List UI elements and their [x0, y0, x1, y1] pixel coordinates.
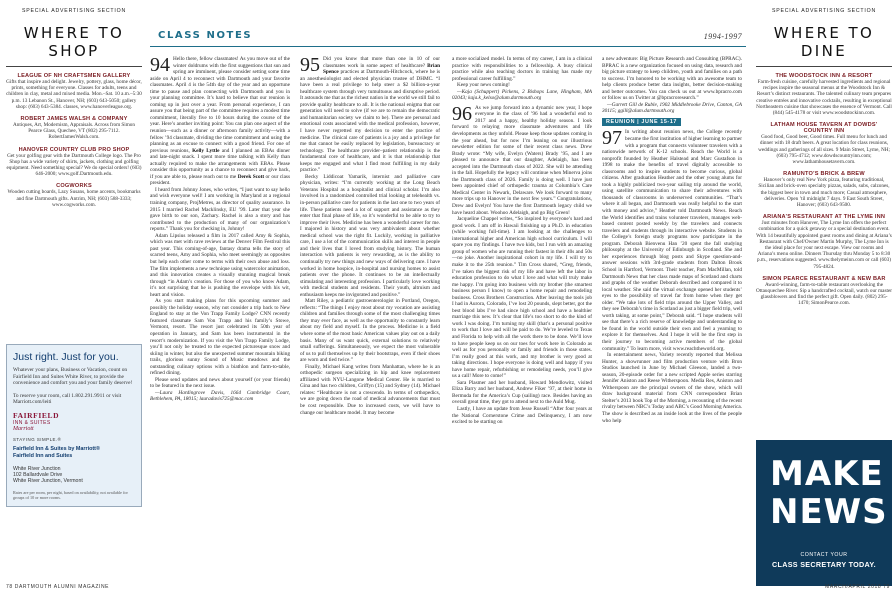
listing-name: HANOVER COUNTRY CLUB PRO SHOP	[18, 146, 130, 153]
paragraph-text: and I planned an EBAs dinner and late-night snack. I spent more time talking with Kelly than actually required to make the arrangements with EBAs. Please consider this opportunity as a chance to reconnect and give back, if you are able to, please reach out to me	[150, 147, 291, 180]
classmate-name: Kelly Lyttle	[192, 147, 220, 154]
class-96-intro	[452, 102, 592, 216]
cta-line-1: CONTACT YOUR	[800, 552, 848, 558]
class-years: 1994-1997	[703, 32, 742, 41]
classmate-name: Derek Scott	[237, 173, 265, 180]
ad-link-2[interactable]: Fairfield Inn and Suites	[13, 452, 73, 459]
column-1	[150, 56, 290, 403]
listing-body: Award-winning, farm-to-table restaurant overlooking the Ottauquechee River. Sip a handcrafted cocktail, watch our master glassblowers and find the perfect gift. Open daily. (802) 295-1470; SimonPearce.com.	[756, 281, 892, 307]
listing-name: SIMON PEARCE RESTAURANT & NEW BAR	[762, 275, 886, 282]
divider	[6, 66, 142, 67]
divider	[756, 66, 892, 67]
listing-body: Good food, Good beer, Good times. Full menu for lunch and dinner with 18 draft beers. A great location for class reunions, weddings and gatherings of all sizes. 9 Main Street, Lyme, NH; (603) 795-4712; www.dowdscountryinn.com; www.lathamhousetavern.com.	[758, 134, 890, 166]
class-year-number: 95	[300, 54, 320, 76]
listing-body: Get your golfing gear with the Dartmouth College logo. The Pro Shop has a wide variety of shirts, jackets, clothing and golfing equipment. Need something special? We do special orders! (603) 646-2000; www.golf.Dartmouth.edu.	[6, 152, 142, 178]
paragraph-text: Did you know that more than one in 10 of our classmates work in some aspect of healthcare?	[323, 56, 440, 69]
paragraph-text: or our class president.	[150, 173, 290, 187]
class-year-number: 97	[602, 127, 622, 150]
paragraph: Matt Riley, a pediatric gastroenterologist in Portland, Oregon, reflects: “The things I enjoy most about my vocation are assisting children and families through some of the most challenging times they may ever face, as well as the opportunity to constantly learn about my field and myself. In the process. Medicine is a field where some of the most basic American values play out on a daily basis. Many of us want quick, external solutions to relatively small sufferings. Simultaneously, we expect the most vulnerable of us to pull themselves up by their bootstraps, even if their shoes are worn and tied twice.”	[300, 298, 440, 364]
paragraph: Jacqueline Chappel writes, “So inspired by everyone’s hard and good work. I am off in Hawaii finishing up a Ph.D. in education (while working full-time). I am looking at the challenges to international higher and American high school curriculum. I will spare you my findings. I have two kids, but I run with an amazing group of women who are running their fastest in their 40s and 50s—no joke. Another inspirational cohort in my life. I will try to make it to the 25th reunion.” Tim Cross shared, “Greg, friends, I’ve taken the biggest risk of my life and have left the labor in education profession to do what I love and what will truly make me happy. I’m going into business with my brother (the smartest business person I know) to open a home repair and remodeling business. Cross Brothers Construction. After leaving the tools job I had in Aurora, Colorado, I’ve lost 20 pounds, slept better, got the best blood labs I’ve had since high school and have a healthier marriage this new. It’s clear that life’s too short to do the kind of work I was doing. I’m turning my skill (that’s a personal positive to work that I love and will be paid to do. We’re leveled to Texas and Florida to help with all the work there to be done. We’ll love to have people keep us on our toes for work here in Colorado as well as for you personally or family and friends in those states. I’m really good at this work, and my brother is very good at taking directions. I hope everyone is doing well and happy if you have home repair, refurbishing or remodeling needs, you’ll give us a call! More to come!”	[452, 216, 592, 380]
footer-right: MARCH/APRIL 2018 79	[825, 584, 890, 590]
listing-name: ARIANA’S RESTAURANT AT THE LYME INN	[762, 214, 886, 221]
paragraph-text: In writing about reunion news, the College recently became the first institution of higher learning to partner with a program that connects volunteer travelers with a nationwide network of K-12 schools. Reach the World is a nonprofit founded by Heather Halstead and Marc Gustafson in 1998 to make the benefits of travel digitally accessible to classrooms and to inspire students to become curious, global citizens. After graduation Heather and the other young alums for took a highly publicized two-year sailing trip around the world, using satellite communication to share their adventures with thousands of classrooms in underserved communities. “That’s where it all began, and Dartmouth was really helpful to the start with money and advice,” Heather told Dartmouth News. Reach the World identifies and trains volunteer travelers, manages web-based content posted weekly by the travelers and connects travelers and students through its interactive website. Students in the College’s foreign study programs now participate in the program. Deborah Bienvenu Han ’20 spent the fall studying philosophy at the University of Edinburgh in Scotland. She and her experiences through blog posts and Skype question-and-answer sessions with 3rd-grade students from Dalton Brook School in Hartford, Vermont. Their teacher, Pam MacMillan, told Dartmouth News that her class made maps of Scotland and charts and graphs of the weather Deborah described and compared it to local weather. She said the virtual exchange opened her students’ eyes to the possibility of travel far from home when they get older. “We take lots of field trips around the Upper Valley, and they see Deborah’s time in Scotland as just a bigger field trip, well worth taking, at some point,” Deborah said. “I hope students will see that there’s a rich reserve of knowledge and understanding to be found in the world outside their own and feel a yearning to explore it for themselves. And I hope it will be the first step in their journey to becoming active members of the global community.” To learn more, visit www.reachtheworld.org.	[602, 129, 742, 352]
make-word: MAKE	[770, 454, 884, 494]
left-sidebar-title: WHERE TO SHOP	[23, 24, 125, 60]
listing-name: LATHAM HOUSE TAVERN AT DOWDS’ COUNTRY INN	[770, 122, 878, 135]
paragraph: Please send updates and news about yourself (or your friends) to be featured in the next issue.	[150, 376, 290, 390]
class-94-intro	[150, 56, 290, 187]
make-news-ad[interactable]	[756, 440, 892, 586]
listing-body: Hanover’s only real New York pizza, featuring traditional, Sicilian and brick-oven specialty pizzas, salads, subs, calzones, the biggest beer in town and much more; Casual atmosphere, deliveries. Open ’til midnight 7 days. 9 East South Street, Hanover; (603) 643-9500.	[758, 177, 890, 209]
news-cta	[756, 552, 892, 569]
paragraph-text: As we jump forward into a dynamic new year, I hope everyone in the class of ’96 had a wonderful end to 2017 and a happy, healthy holiday season. I look forward to relaying more classmate adventures and life developments as they unfold. Please keep those updates coming in the year ahead, but for now I’m leaning on our illustrious newsletter edition for some of their recent class news. Drew Brady wrote: “My wife, Evelyn (Waters) Brady ’95, and I are pleased to announce that our daughter, Adelaigh, has been accepted into the Dartmouth class of 2022. She will be attending in the fall. Hopefully the legacy will continue when Minerva joins the Dartmouth class of 2026. Family is doing well. I have just been appointed chief of orthopedic trauma at Columbia’s Care Medical Center in Newark, Delaware. We look forward to many more trips up to Hanover in the next few years.” Congratulations, Drew and Evelyn! You have the first Dartmouth legacy child we have heard about. Woohoo Adelaigh, and go Big Green!	[452, 104, 592, 216]
where-to-dine-sidebar	[756, 8, 892, 313]
paragraph: I heard from Johnny Jones, who writes, “I just want to say hello and wish everyone well! I am working in Maryland at a regional training company, ProjMetres, as director of quality assurance. In 2015 I married Rachel Macklinsky, EU ’99. Later that year she gave birth to our son, Zachary. Rachel is also a story and has contributed to the production of many of our organization’s reports.” Thank you for checking in, Johnny!	[150, 186, 290, 233]
paragraph: Adam Lipsius released a film in 2017 called Amy & Sophia, which was met with rave reviews at the Denver Film Festival this past year. This coming-of-age, fantasy drama tells the story of scarred teens, Amy and Sophia, who meet seemingly as opposites but help each other come to terms with their own abuse and loss. The film implements a new technique using watercolor animation, and this innovation creates a visually stunning magical break through “in Adam’s creation. For those of you who know Adam, it’s not surprising that he is pushing the envelope with his wit, heart and vision.	[150, 232, 290, 298]
paragraph: Keep your news coming!	[457, 82, 510, 89]
class-year-number: 94	[150, 54, 170, 76]
column-3	[452, 56, 592, 426]
paragraph: Sara Plasmer and her husband, Howard Mendlowitz, visited Eliza Barry and her husband, Andrew Fiker ’97, at their home in Bermuda for the America’s Cup (sailing) race. Besides having an overall great time, they got to attend next to the Auld Mug.	[452, 379, 592, 406]
right-kicker: SPECIAL ADVERTISING SECTION	[771, 8, 877, 14]
paragraph-text: practices at Dartmouth-Hitchcock, where he is an anesthesiologist and elected physician trustee of DHMC. “I have been a real privilege to help steer a $2 billion-a-year healthcare system through very tumultuous and disruptive period. It astounds me that as the richest nation in the world we still fail to provide quality healthcare to all. It is the national enigma that our generation will need to solve (if we are to remain the democratic and humanitarian society we claim to be). There are personal and emotional costs associated with the medical profession, however, I have never regretted my decision to enter the practice of medicine. The clinical care of patients is a joy and a privilege for me that cannot be easily replaced by legislation, bureaucracy or technology. The healthcare provider–patient relationship is the fundamental core of healthcare, and it is that relationship that keeps me engaged and what I find most fulfilling in my daily practice.”	[300, 69, 441, 174]
ad-tagline: STAYING SIMPLE.®	[13, 436, 62, 442]
paragraph: Finally, Michael Kang writes from Manhattan, where he is an orthopedic surgeon specializing in hip and knee replacement affiliated with NYU-Langone Medical Center. He is married to Gina and has two children, Griffyn (15) and Sydney (14). Michael relates: “Healthcare is not a crescendo. In terms of orthopedics, we are going down the road of medical advancements that must be cost responsible. Due to increased costs, we will have to change our healthcare model. It may become	[300, 363, 440, 416]
reunion-badge: REUNION | JUNE 15-17	[602, 118, 681, 127]
class-secretary-signature: —Garrett Gill de Ruble, 1902 Middlebrooke Drive, Canton, GA 30115; ggill@alum.dartmouth.org	[602, 101, 742, 115]
listing-name: LEAGUE OF NH CRAFTSMEN GALLERY	[17, 73, 131, 79]
paragraph: a more socialized model. In terms of my career, I am in a clinical practice with responsibilities to a fellowship. A busy clinical practice while also teaching doctors in training has made my professional career fulfilling.”	[452, 56, 592, 82]
dine-listing	[756, 73, 892, 116]
dine-listing	[756, 276, 892, 307]
listing-body: Just minutes from Hanover, The Lyme Inn offers the perfect combination for a quick getaway or a special destination event. With 14 beautifully appointed guest rooms and dining at Ariana’s Restaurant with Chef/Owner Martin Murphy, The Lyme Inn is the ideal place for your next escape. View our rooms and Ariana’s menu online. Dinners Thursday thru Monday 5 to 8:30 p.m., reservations suggested. www.thelymeinn.com or call (603) 795-4824.	[756, 220, 892, 270]
listing-name: ROBERT JAMES WALSH & COMPANY	[20, 116, 128, 123]
listing-name: THE WOODSTOCK INN & RESORT	[775, 73, 873, 79]
class-notes-header	[150, 26, 746, 48]
right-sidebar-title: WHERE TO DINE	[773, 24, 875, 60]
dine-listing	[756, 171, 892, 208]
cta-line-2: CLASS SECRETARY TODAY.	[772, 560, 876, 569]
where-to-shop-sidebar	[6, 8, 142, 500]
listing-body: Farm-fresh cuisine, carefully harvested ingredients and regional recipes inspire the seasonal menus at the Woodstock Inn & Resort’s distinct restaurants. The talented culinary team prepares creative entrées and innovative cocktails, resulting in exceptional Northeastern cuisine that showcases the essence of Vermont. Call (844) 545-4178 or visit www.woodstockinn.com.	[756, 79, 892, 117]
ad-address: White River Junction 102 Ballardvale Drive White River Junction, Vermont	[13, 465, 83, 485]
ad-link-1[interactable]: Fairfield Inn & Suites by Marriott®	[13, 445, 100, 452]
shop-listing	[6, 73, 142, 110]
dine-listing	[756, 214, 892, 270]
class-year-number: 96	[452, 102, 472, 125]
shop-listing	[6, 147, 142, 178]
paragraph: Becky Liddicoat Yamarik, internist and palliative care physician, writes: “I’m currently working at the Long Beach Veterans Hospital as a hospitalist and clinical scholar. I’m also involved in a randomized controlled trial looking at telehealth vs. in-person palliative care for patients in the last one to two years of life. These patients need a lot of support and assistance as they enter that final phase of life, so it’s wonderful to be able to try to improve their lives. Medicine has been a wonderful career for me. I majored in history and was very ambivalent about whether medical school was the right fit. Luckily, working in palliative care, I use a lot of the communication skills and interest in people and their lives that I loved from studying history. The human interaction with patients is very rewarding, as is the ability to continually try new things and new ways of delivering care. I have worked in home hospice, in-hospital and nursing homes to assist patients over the phone. It continues to be an intellectually stimulating and interesting profession. I particularly love working with medical students and residents. Their youth, altruism and enthusiasm keeps me invigorated and positive.”	[300, 173, 440, 298]
logo-line2: INN & SUITES	[13, 419, 51, 426]
ad-fine-print: Rates are per room, per night, based on availability, not available for groups of 10 or more rooms.	[13, 489, 128, 500]
paragraph-text: Hello there, fellow classmates! As you move out of the winter doldrums with the first suggestions that sun and spring are imminent, please consider setting some time aside on April 4 to reconnect with Dartmouth and your favorite classmates. April 4 is the 54th day of the year and an opportune time to pause and plan connecting with Dartmouth and you in your planning committee. It’s hard to believe that our reunion is coming up in just over a year. From personal experience, I can assure you that being part of the committee requires a modest time commitment, literally five to 10 hours during the course of the year. Here’s another inviting point: You can plan one aspect of the reunion—such as a dinner or afternoon family activity—with a fellow ’94 classmate, dividing the time commitment and using the planning as an excuse to connect with a good friend. For one of previous reunions,	[150, 56, 290, 154]
logo-line1: FAIRFIELD	[13, 410, 60, 420]
shop-listing	[6, 183, 142, 208]
classmate-name: Brian Spence	[323, 62, 441, 76]
ad-reserve: To reserve your room, call 1.802.291.9911 or visit Marriott.com/leiti	[13, 392, 122, 406]
news-word: NEWS	[770, 492, 888, 532]
shop-listing	[6, 116, 142, 141]
left-kicker: SPECIAL ADVERTISING SECTION	[21, 8, 127, 14]
listing-name: RAMUNTO’S BRICK & BREW	[783, 171, 865, 178]
listing-body: Antiques, Art, Modernism, Appraisals. Across from Simon Pearce Glass, Quechee, VT (802) 295-7112. RobertJamesWalsh.com.	[13, 122, 135, 141]
fairfield-inn-ad[interactable]	[6, 344, 142, 507]
fairfield-logo	[13, 412, 135, 432]
paragraph: a new adventure: Big Picture Research and Consulting (BPRAC). BPRAC is a new organization focused on using data, research and big picture strategy to keep children, youth and families on a path to success. I’m honored to be working with an awesome team to help clients produce better data insights, better decision-making and better outcomes. You can check us out at www.bpracro.com or follow us on Twitter at @bpracroresearch.”	[602, 56, 742, 102]
listing-name: COGWORKS	[56, 183, 92, 190]
footer-left: 78 DARTMOUTH ALUMNI MAGAZINE	[6, 584, 110, 590]
class-secretary-signature: —Laura Hardingrove Davis, 1664 Cambridge Court, Bethlehem, PA, 18015; lauradavis725@mac.com	[150, 389, 290, 403]
logo-line3: Marriott	[13, 425, 34, 432]
listing-body: Wooden cutting boards, Lazy Susans, home accents, bookmarks and fine Dartmouth gifts. Antrim, NH; (603) 588-3333; www.cogworks.com.	[7, 189, 141, 208]
section-title: CLASS NOTES	[158, 30, 253, 41]
paragraph: Lastly, I have an update from Jesse Russell “After four years at the National Cornerstone Crime and Delinquency, I am now excited to be starting on	[452, 405, 592, 426]
paragraph: In entertainment news, Variety recently reported that Melissa Hunter, a showrunner and film production venture with Bron Studios launched in June by Michael Gleeson, landed a two-season, 20-episode order for a new scripted Apple series starring Jennifer Aniston and Reese Witherspoon. Media Res, Aniston and Witherspoon are the principal owners of the show, which will draw background material from CNN correspondent Brian Stelter’s 2013 book Top of the Morning, a recounting of the recent rivalry between NBC’s Today and ABC’s Good Morning America. The show is described as an inside look at the lives of the people who help	[602, 352, 742, 424]
class-97-intro	[602, 129, 742, 352]
column-4	[602, 56, 742, 424]
class-secretary-signature: —Kaja (Schuppert) Pickens, 2 Bishops Lane, Hingham, MA 02043; kaja.k_kelso@alum.dartmouth.org	[452, 88, 592, 102]
class-95-intro	[300, 56, 440, 174]
ad-headline: Just right. Just for you.	[13, 351, 119, 363]
listing-body: Gifts that inspire and delight. Jewelry, pottery, glass, home décor, prints, something for everyone. Classes for adults, teens and children in clay, metal and mixed media. Mon.–Sat. 10 a.m.–5:30 p.m. 13 Lebanon St., Hanover, NH; (603) 643-5050; gallery shop: (603) 643-5384. classes, www.hanoverleague.org.	[6, 79, 142, 110]
dine-listing	[756, 122, 892, 165]
column-2	[300, 56, 440, 416]
ad-body: Whatever your plans, Business or Vacation, count on Fairfield Inn and Suites White River, to provide the convenience and comfort you and your family deserve!	[13, 367, 133, 387]
paragraph: As you start making plans for this upcoming summer and possibly the holiday season, why not consider a trip back to New England to stay at the Von Trapp Family Lodge? CNN recently featured classmate Sam Von Trapp and his family’s Stowe, Vermont, resort. The resort just celebrated its 50th year of operation in January, and Sam has been instrumental in the resort’s modernization. If you visit the Von Trapp Family Lodge, you’ll not only be treated to the expected picturesque snow and skiing in winter, but also the unexpected summer mountain biking trails, glorious sunny Sound of Music meadows and the outstanding culinary options with a biathlon and farm-to-table, refined dining.	[150, 298, 290, 377]
